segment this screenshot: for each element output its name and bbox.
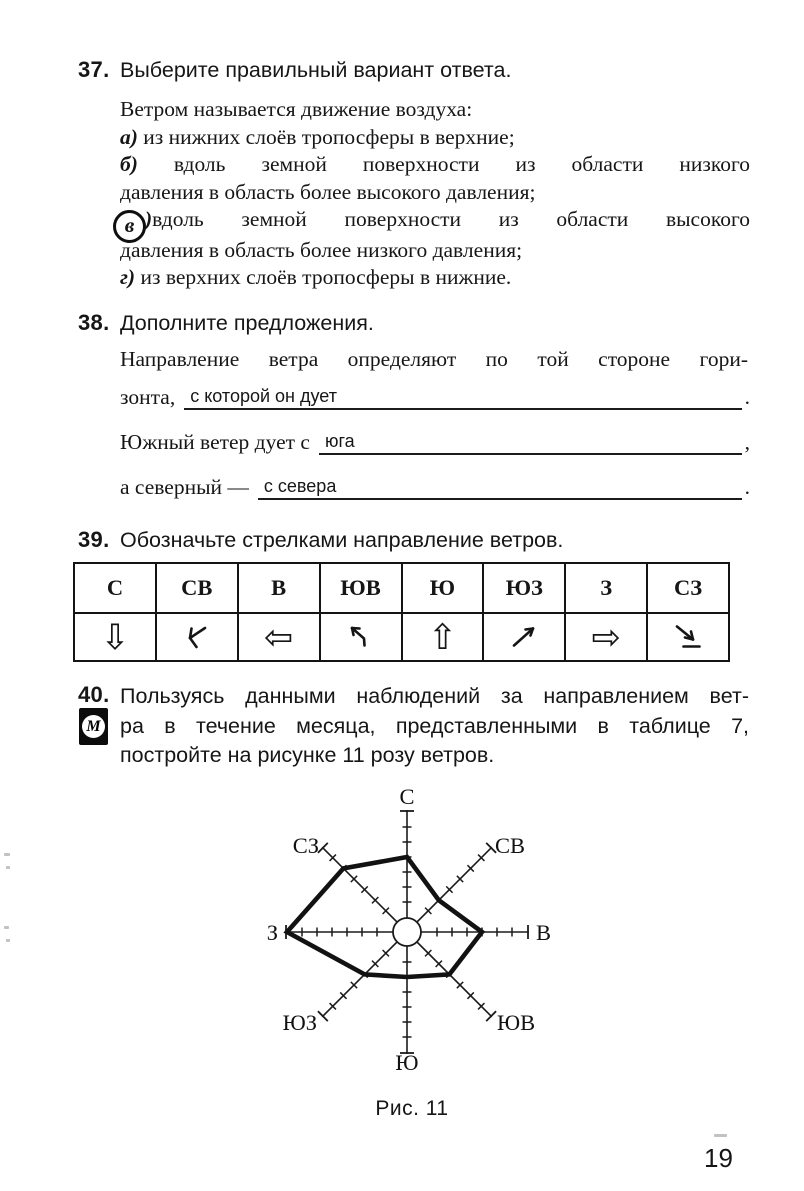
rose-axis-label-ЮВ: ЮВ xyxy=(497,1010,536,1035)
question-39-number: 39. xyxy=(78,527,110,552)
table-arrow-row xyxy=(74,613,729,661)
q38-blank-row-1 xyxy=(120,376,750,410)
header-cell-s: Ю xyxy=(402,563,484,613)
wind-rose-svg xyxy=(262,784,562,1084)
blank-label: зонта, xyxy=(120,385,176,409)
figure-caption: Рис. 11 xyxy=(375,1097,449,1120)
arrow-cell-n xyxy=(74,613,156,661)
wind-direction-table xyxy=(73,562,730,662)
header-cell-e: В xyxy=(238,563,320,613)
question-38-title: Дополните предложения. xyxy=(120,311,374,335)
q40-line-1: Пользуясь данными наблюдений за направлением вет- xyxy=(120,684,749,708)
q37-option-v-cont: давления в область более низкого давления; xyxy=(120,237,523,262)
rose-axis-label-ЮЗ: ЮЗ xyxy=(282,1010,317,1035)
rose-center-circle xyxy=(393,918,421,946)
question-37-number: 37. xyxy=(78,57,110,82)
header-cell-sw: ЮЗ xyxy=(483,563,565,613)
arrow-cell-w xyxy=(565,613,647,661)
written-answer: юга xyxy=(324,431,355,451)
q37-option-v-selected: в )вдоль земной поверхности из области высокого xyxy=(120,206,750,236)
rose-axis-label-В: В xyxy=(536,920,552,945)
header-cell-n: С xyxy=(74,563,156,613)
hand-arrow-sw-icon xyxy=(179,621,215,653)
q40-line-2: ра в течение месяца, представленными в таблице 7, xyxy=(120,713,749,738)
blank-label: Южный ветер дует с xyxy=(120,430,310,454)
q37-option-b-cont: давления в область более высокого давления; xyxy=(120,179,536,204)
q38-blank-row-3 xyxy=(120,466,750,500)
blank-label: а северный — xyxy=(120,475,249,499)
selected-answer-circle: в xyxy=(113,210,146,243)
arrow-down-icon: ⇩ xyxy=(100,617,130,658)
q38-intro-line: Направление ветра определяют по той стороне гори- xyxy=(120,347,748,371)
question-38-number: 38. xyxy=(78,310,110,335)
written-answer: с севера xyxy=(263,476,337,496)
arrow-left-icon: ⇦ xyxy=(264,617,294,658)
wind-rose-polygon xyxy=(287,857,482,977)
question-39-title: Обозначьте стрелками направление ветров. xyxy=(120,528,564,552)
arrow-right-icon: ⇨ xyxy=(591,617,621,658)
rose-axis-label-З: З xyxy=(266,920,278,945)
scan-artifact xyxy=(714,1134,727,1137)
rose-axis-label-СЗ: СЗ xyxy=(292,833,319,858)
header-cell-se: ЮВ xyxy=(320,563,402,613)
trailing-punctuation: . xyxy=(744,385,750,409)
arrow-cell-e xyxy=(238,613,320,661)
scan-artifact xyxy=(6,866,10,869)
q37-option-a: а) из нижних слоёв тропосферы в верхние; xyxy=(120,124,515,149)
m-marker-icon: М xyxy=(82,715,105,738)
q40-line-3: постройте на рисунке 11 розу ветров. xyxy=(120,743,495,768)
scan-artifact xyxy=(6,939,10,942)
rose-axis-label-СВ: СВ xyxy=(495,833,526,858)
question-37-title: Выберите правильный вариант ответа. xyxy=(120,58,512,82)
arrow-cell-ne xyxy=(156,613,238,661)
q37-option-b: б) вдоль земной поверхности из области низкого xyxy=(120,152,750,177)
rose-axis-label-Ю: Ю xyxy=(395,1050,419,1075)
arrow-cell-nw xyxy=(647,613,729,661)
arrow-cell-s xyxy=(402,613,484,661)
q37-option-g: г) из верхних слоёв тропосферы в нижние. xyxy=(120,265,512,290)
written-answer: с которой он дует xyxy=(190,386,337,406)
hand-arrow-se-icon xyxy=(670,621,706,653)
arrow-cell-se xyxy=(320,613,402,661)
method-marker-badge xyxy=(79,708,108,745)
rose-axis-label-С: С xyxy=(399,784,415,809)
scan-artifact xyxy=(4,853,10,856)
scan-artifact xyxy=(4,926,9,929)
header-cell-nw: СЗ xyxy=(647,563,729,613)
page-number: 19 xyxy=(704,1143,733,1173)
answer-blank-line xyxy=(319,431,742,455)
question-40-body xyxy=(120,682,749,771)
arrow-cell-sw xyxy=(483,613,565,661)
answer-blank-line xyxy=(258,476,742,500)
hand-arrow-ne-icon xyxy=(506,621,542,653)
q37-stem: Ветром называется движение воздуха: xyxy=(120,97,473,121)
arrow-up-icon: ⇧ xyxy=(427,617,458,658)
table-header-row xyxy=(74,563,729,613)
trailing-punctuation: . xyxy=(744,475,750,499)
q38-blank-row-2 xyxy=(120,421,750,455)
trailing-punctuation: , xyxy=(744,430,750,454)
header-cell-w: З xyxy=(565,563,647,613)
wind-rose-figure xyxy=(262,784,562,1084)
question-40-number: 40. xyxy=(78,682,110,707)
header-cell-ne: СВ xyxy=(156,563,238,613)
answer-blank-line xyxy=(184,386,741,410)
hand-arrow-nw-icon xyxy=(343,621,379,653)
question-37-body xyxy=(120,96,750,292)
